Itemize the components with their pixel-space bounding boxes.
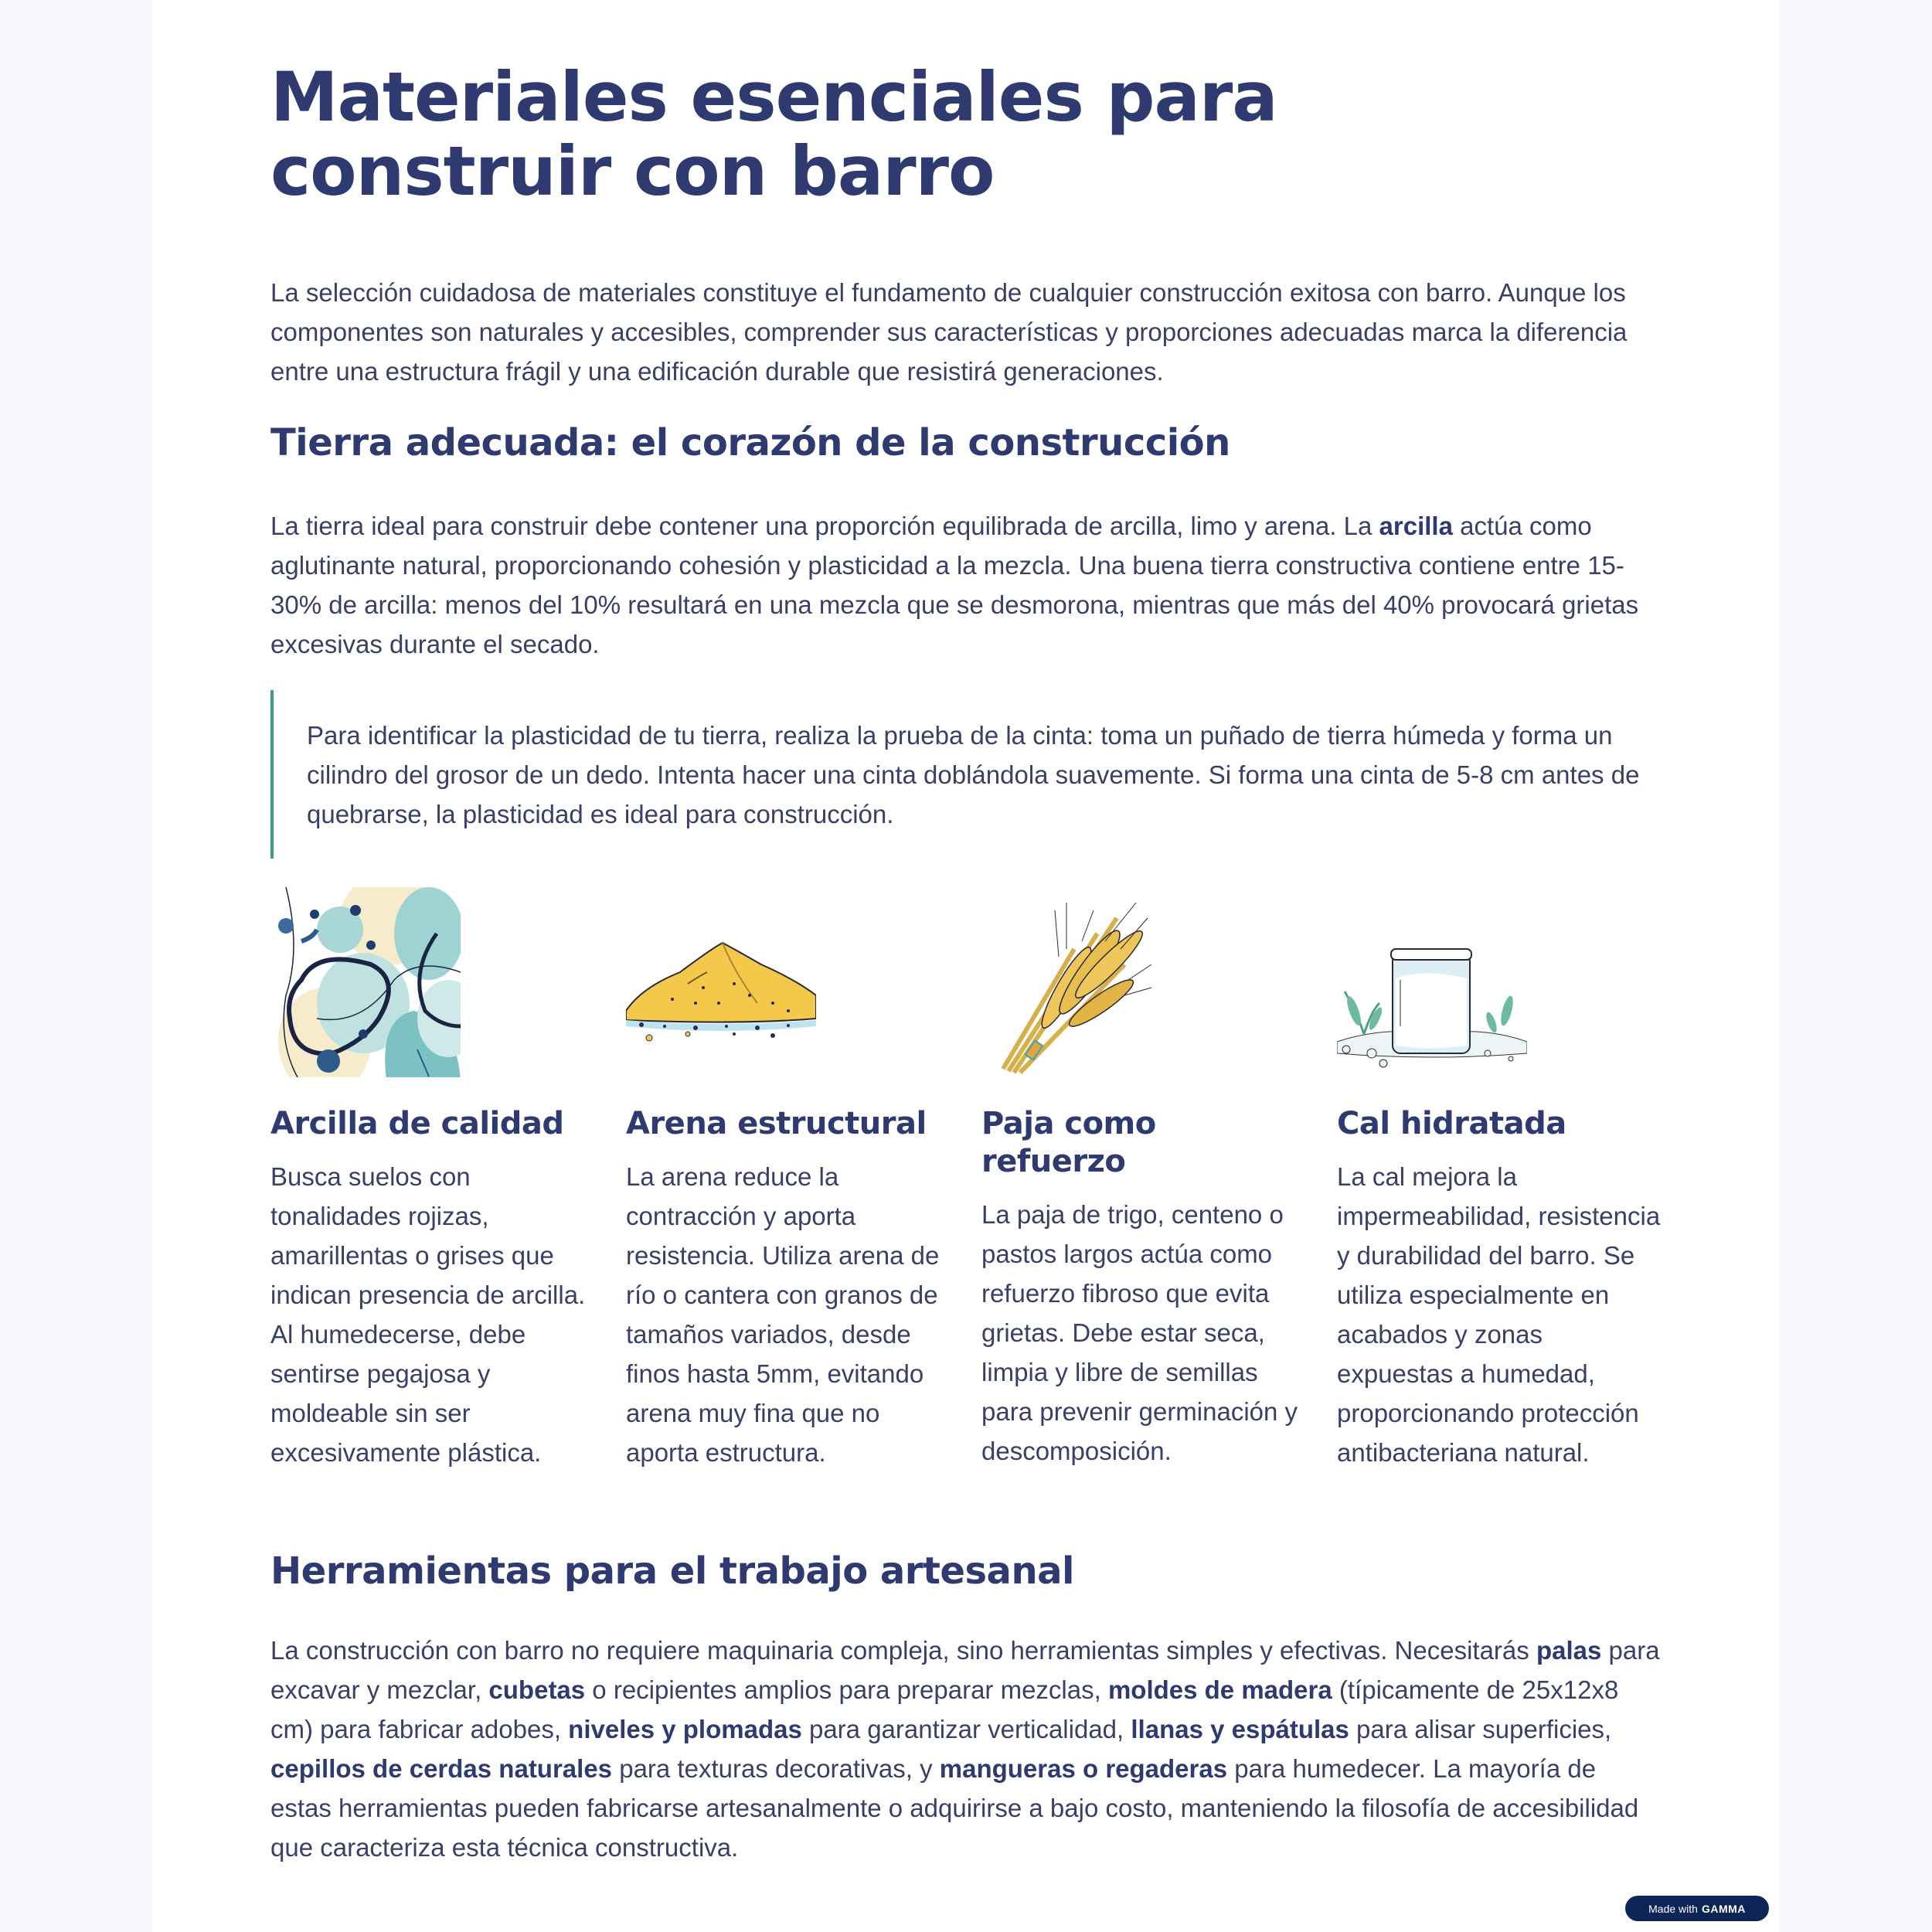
page-title: Materiales esenciales para construir con barro [270, 57, 1277, 211]
material-card-paja [981, 887, 1306, 1471]
material-body-arcilla: Busca suelos con tonalidades rojizas, amarillentas o grises que indican presencia de arcilla. Al humedecerse, debe sentirse pegajosa y moldeable sin ser excesivamente plástica. [270, 1162, 586, 1467]
quote-text: Para identificar la plasticidad de tu tierra, realiza la prueba de la cinta: toma un puñado de tierra húmeda y forma un cilindro del grosor de un dedo. Intenta hacer una cinta doblándola suavemente. Si forma una cinta de 5-8 cm antes de quebrarse, la plasticidad es ideal para construcción. [307, 721, 1640, 828]
tool-cubetas: cubetas [488, 1675, 586, 1704]
material-body-paja: La paja de trigo, centeno o pastos largos actúa como refuerzo fibroso que evita grietas. Debe estar seca, limpia y libre de semillas para prevenir germinación y descomposición. [981, 1200, 1298, 1465]
material-card-arcilla [270, 887, 595, 1472]
tool-llanas: llanas y espátulas [1131, 1715, 1349, 1743]
tools-seg: o recipientes amplios para preparar mezclas, [585, 1675, 1108, 1704]
tools-seg: para excavar y mezclar, [270, 1636, 1660, 1704]
material-title-paja: Paja como refuerzo [981, 1106, 1156, 1179]
tierra-text-2: actúa como aglutinante natural, proporcionando cohesión y plasticidad a la mezcla. Una buena tierra constructiva contiene entre 15-30% de arcilla: menos del 10% resultará en una mezcla que se desmorona, mientras que más del 40% provocará grietas excesivas durante el secado. [270, 512, 1639, 658]
made-with-gamma-badge[interactable] [1625, 1896, 1769, 1921]
tierra-bold-arcilla: arcilla [1379, 512, 1453, 540]
tools-seg: para garantizar verticalidad, [801, 1715, 1131, 1743]
section-heading-herramientas: Herramientas para el trabajo artesanal [270, 1549, 1074, 1593]
abstract-clay-illustration-icon [270, 887, 461, 1077]
badge-prefix: Made with [1648, 1902, 1698, 1915]
herramientas-paragraph [270, 1631, 1662, 1867]
sand-pile-illustration-icon [626, 887, 816, 1077]
material-card-cal [1337, 887, 1662, 1472]
material-title-arcilla: Arcilla de calidad [270, 1106, 564, 1141]
gamma-logo: GAMMA [1701, 1902, 1746, 1915]
tools-seg: (típicamente de 25x12x8 cm) para fabricar adobes, [270, 1675, 1619, 1743]
tool-palas: palas [1536, 1636, 1602, 1665]
tools-seg: para alisar superficies, [1349, 1715, 1612, 1743]
tools-seg: para humedecer. La mayoría de estas herramientas pueden fabricarse artesanalmente o adquirirse a bajo costo, manteniendo la filosofía de accesibilidad que caracteriza esta técnica constructiva. [270, 1754, 1639, 1862]
material-card-arena [626, 887, 951, 1472]
tool-mangueras: mangueras o regaderas [939, 1754, 1228, 1783]
wheat-straw-illustration-icon [981, 887, 1172, 1077]
lime-jar-illustration-icon [1337, 887, 1527, 1077]
tool-cepillos: cepillos de cerdas naturales [270, 1754, 613, 1783]
tool-niveles: niveles y plomadas [568, 1715, 802, 1743]
section-heading-tierra: Tierra adecuada: el corazón de la construcción [270, 421, 1230, 464]
intro-paragraph: La selección cuidadosa de materiales constituye el fundamento de cualquier construcción exitosa con barro. Aunque los componentes son naturales y accesibles, comprender sus características y proporciones adecuadas marca la diferencia entre una estructura frágil y una edificación durable que resistirá generaciones. [270, 278, 1628, 386]
tools-seg: para texturas decorativas, y [612, 1754, 940, 1783]
material-body-cal: La cal mejora la impermeabilidad, resistencia y durabilidad del barro. Se utiliza especialmente en acabados y zonas expuestas a humedad, proporcionando protección antibacteriana natural. [1337, 1162, 1661, 1467]
material-title-arena: Arena estructural [626, 1106, 927, 1141]
tool-moldes: moldes de madera [1107, 1675, 1332, 1704]
material-title-cal: Cal hidratada [1337, 1106, 1566, 1141]
tierra-text-1: La tierra ideal para construir debe contener una proporción equilibrada de arcilla, limo y arena. La [270, 512, 1379, 540]
plasticity-tip-quote [270, 690, 1662, 859]
material-body-arena: La arena reduce la contracción y aporta resistencia. Utiliza arena de río o cantera con granos de tamaños variados, desde finos hasta 5mm, evitando arena muy fina que no aporta estructura. [626, 1162, 940, 1467]
tools-seg: La construcción con barro no requiere maquinaria compleja, sino herramientas simples y efectivas. Necesitarás [270, 1636, 1536, 1665]
tierra-paragraph [270, 506, 1662, 664]
